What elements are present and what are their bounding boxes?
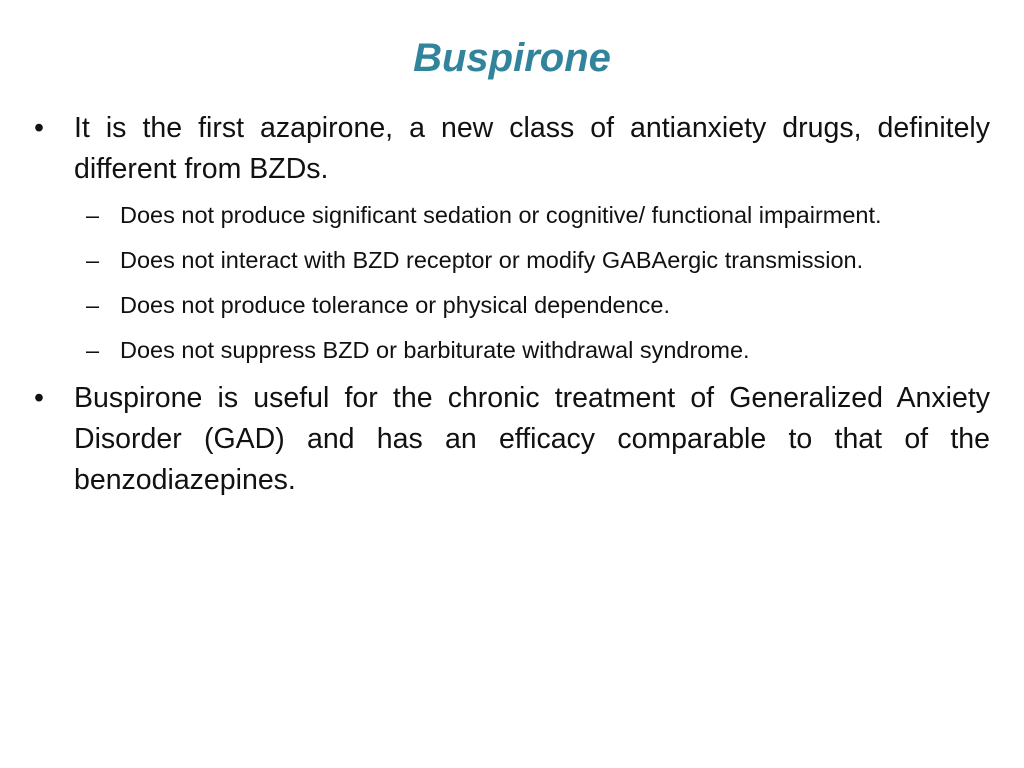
bullet-text: It is the first azapirone, a new class of antianxiety drugs, definitely different from BZDs. — [74, 112, 990, 185]
sub-bullet-text: Does not produce tolerance or physical dependence. — [120, 292, 671, 318]
bullet-marker: • — [34, 112, 44, 144]
sub-bullet-list — [32, 198, 990, 367]
slide-title: Buspirone — [413, 36, 611, 80]
sub-bullet-item — [86, 333, 990, 367]
sub-bullet-item — [86, 198, 990, 232]
bullet-item — [32, 108, 990, 190]
sub-bullet-text: Does not interact with BZD receptor or modify GABAergic transmission. — [120, 247, 864, 273]
dash-marker: – — [86, 247, 100, 273]
bullet-marker: • — [34, 382, 44, 414]
bullet-text: Buspirone is useful for the chronic treatment of Generalized Anxiety Disorder (GAD) and has an efficacy comparable to that of the benzodiazepines. — [74, 382, 990, 496]
sub-bullet-item — [86, 288, 990, 322]
dash-marker: – — [86, 337, 100, 363]
dash-marker: – — [86, 292, 100, 318]
slide-content — [32, 108, 990, 505]
bullet-item — [32, 378, 990, 501]
sub-bullet-text: Does not suppress BZD or barbiturate withdrawal syndrome. — [120, 337, 750, 363]
dash-marker: – — [86, 202, 100, 228]
sub-bullet-text: Does not produce significant sedation or cognitive/ functional impairment. — [120, 202, 882, 228]
sub-bullet-item — [86, 243, 990, 277]
